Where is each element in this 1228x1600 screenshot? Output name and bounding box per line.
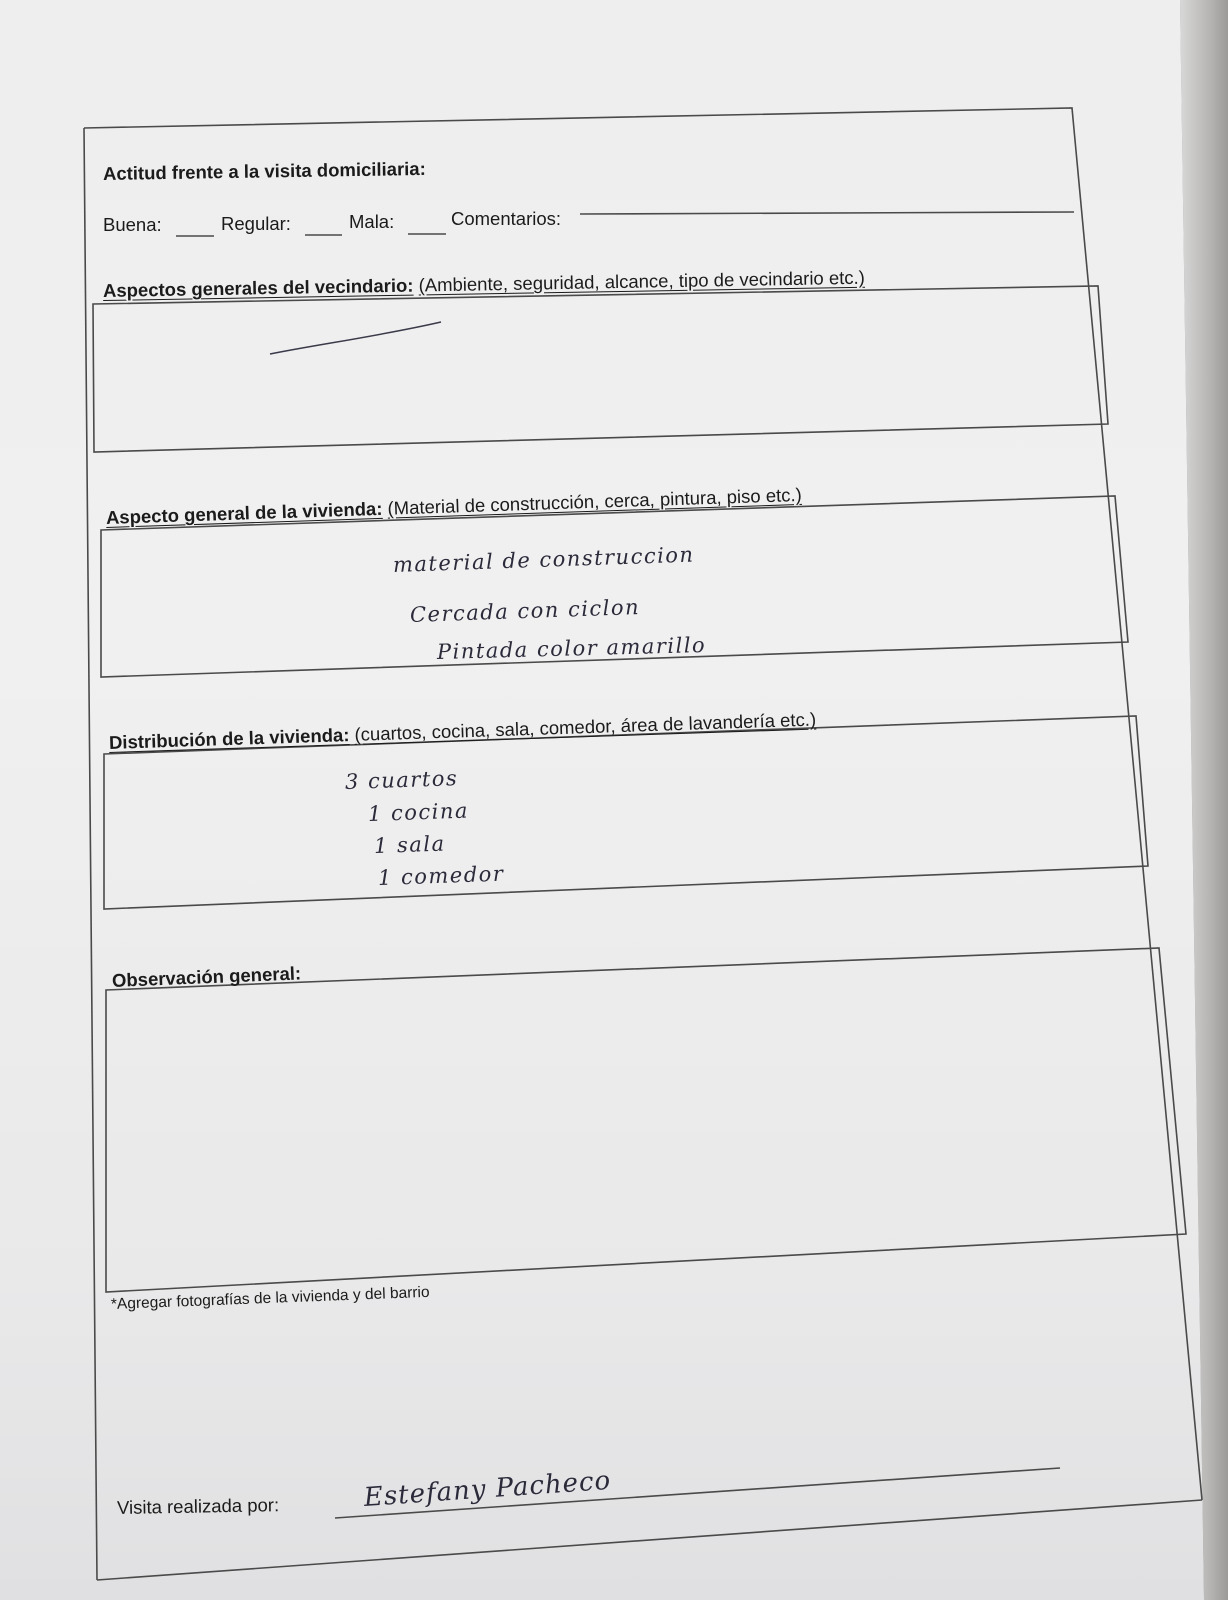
- comentarios-label: Comentarios:: [451, 208, 562, 229]
- observation-box: [106, 948, 1186, 1292]
- visit-signature: Estefany Pacheco: [362, 1465, 613, 1513]
- distribution-heading: Distribución de la vivienda:: [108, 724, 350, 753]
- distribution-handwriting-line-2: 1 cocina: [367, 798, 470, 826]
- house-heading: Aspecto general de la vivienda:: [105, 497, 383, 528]
- distribution-handwriting-line-4: 1 comedor: [377, 861, 505, 890]
- handwritten-dash: [270, 322, 441, 354]
- attitude-heading: Actitud frente a la visita domiciliaria:: [102, 157, 426, 184]
- house-hint: (Material de construcción, cerca, pintura, piso etc.): [387, 483, 803, 519]
- distribution-handwriting-line-1: 3 cuartos: [344, 766, 459, 794]
- house-handwriting-line-1: material de construccion: [392, 542, 695, 577]
- observation-heading: Observación general:: [111, 962, 302, 991]
- mala-label: Mala:: [349, 211, 395, 232]
- neighborhood-hint: (Ambiente, seguridad, alcance, tipo de vecindario etc.): [418, 266, 866, 296]
- distribution-handwriting-line-3: 1 sala: [373, 831, 446, 858]
- regular-label: Regular:: [221, 213, 291, 234]
- house-handwriting-line-2: Cercada con ciclon: [409, 594, 641, 627]
- house-handwriting-line-3: Pintada color amarillo: [436, 632, 707, 664]
- buena-label: Buena:: [103, 214, 162, 235]
- outer-frame-left: [84, 128, 97, 1580]
- neighborhood-box: [93, 286, 1108, 452]
- distribution-hint: (cuartos, cocina, sala, comedor, área de lavandería etc.): [354, 708, 817, 745]
- photo-note: *Agregar fotografías de la vivienda y del barrio: [110, 1283, 430, 1313]
- neighborhood-heading: Aspectos generales del vecindario:: [102, 274, 414, 301]
- visit-label: Visita realizada por:: [116, 1494, 280, 1518]
